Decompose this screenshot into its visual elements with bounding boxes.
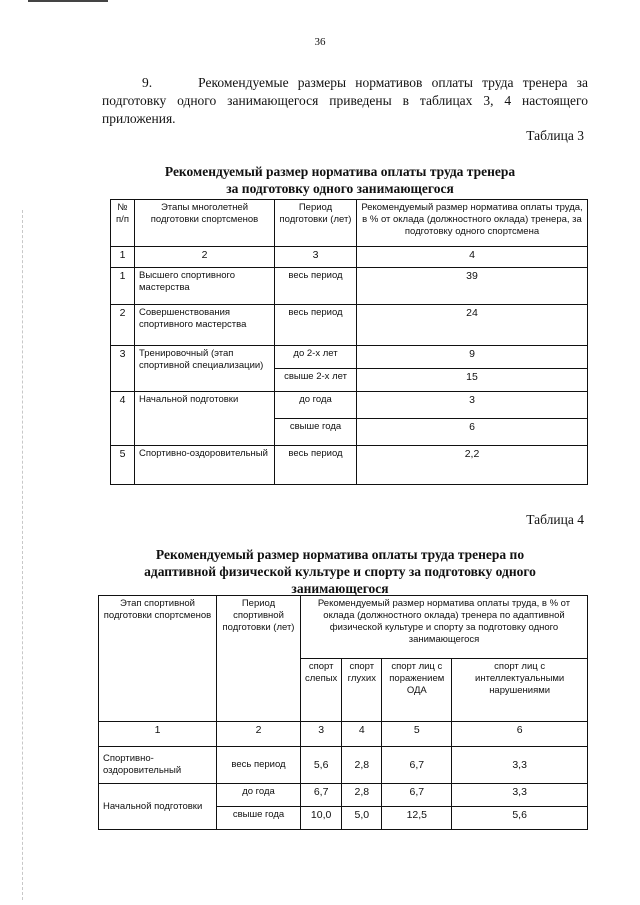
table-row: [111, 446, 588, 485]
table-row: [111, 268, 588, 305]
header-oda-sport: спорт лиц с поражением ОДА: [382, 659, 452, 722]
colnum: 4: [342, 722, 382, 747]
row-num: 3: [111, 346, 135, 392]
row-rate: 39: [357, 268, 588, 305]
row-period: до года: [275, 392, 357, 419]
row-value: 3,3: [452, 747, 588, 784]
table4-label: Таблица 4: [526, 512, 584, 527]
paragraph-9: [102, 74, 588, 128]
header-intellectual-sport: спорт лиц с интеллектуальными нарушениями: [452, 659, 588, 722]
paragraph-number: 9.: [142, 75, 153, 90]
header-deaf-sport: спорт глухих: [342, 659, 382, 722]
row-period: весь период: [275, 446, 357, 485]
table4-title-line1: Рекомендуемый размер норматива оплаты труда тренера по: [155, 547, 525, 562]
table4-title: [80, 546, 600, 597]
row-value: 6,7: [301, 784, 342, 807]
colnum: 2: [217, 722, 301, 747]
row-period: весь период: [275, 305, 357, 346]
table-row: [111, 305, 588, 346]
header-stage: Этапы многолетней подготовки спортсменов: [135, 200, 275, 247]
header-period: Период подготовки (лет): [275, 200, 357, 247]
table3-title-line2: за подготовку одного занимающегося: [226, 181, 454, 196]
table3-header-row: [111, 200, 588, 247]
row-value: 6,7: [382, 747, 452, 784]
colnum: 6: [452, 722, 588, 747]
colnum: 3: [275, 247, 357, 268]
row-value: 12,5: [382, 807, 452, 830]
page-number: 36: [314, 36, 326, 48]
row-value: 6,7: [382, 784, 452, 807]
table-3: [110, 199, 588, 485]
table4-colnum-row: [99, 722, 588, 747]
binding-edge: [22, 210, 24, 900]
row-stage: Тренировочный (этап спортивной специализации): [135, 346, 275, 392]
row-rate: 9: [357, 346, 588, 369]
row-period: до года: [217, 784, 301, 807]
row-stage: Высшего спортивного мастерства: [135, 268, 275, 305]
row-period: весь период: [275, 268, 357, 305]
table-4: [98, 595, 588, 830]
row-num: 1: [111, 268, 135, 305]
top-edge-line: [28, 0, 108, 2]
row-value: 5,0: [342, 807, 382, 830]
row-num: 4: [111, 392, 135, 446]
row-period: свыше года: [217, 807, 301, 830]
colnum: 3: [301, 722, 342, 747]
table3-title: [80, 163, 600, 197]
row-value: 2,8: [342, 747, 382, 784]
header-blind-sport: спорт слепых: [301, 659, 342, 722]
row-stage: Начальной подготовки: [99, 784, 217, 830]
header-stage: Этап спортивной подготовки спортсменов: [99, 596, 217, 722]
row-value: 2,8: [342, 784, 382, 807]
colnum: 2: [135, 247, 275, 268]
row-stage: Спортивно-оздоровительный: [99, 747, 217, 784]
header-rate: Рекомендуемый размер норматива оплаты труда, в % от оклада (должностного оклада) тренера, за подготовку одного спортсмена: [357, 200, 588, 247]
table4-title-line2: адаптивной физической культуре и спорту за подготовку одного: [144, 564, 536, 579]
row-rate: 3: [357, 392, 588, 419]
row-rate: 6: [357, 419, 588, 446]
table-row: [99, 747, 588, 784]
row-period: весь период: [217, 747, 301, 784]
row-num: 2: [111, 305, 135, 346]
table-row: [99, 784, 588, 807]
colnum: 4: [357, 247, 588, 268]
table3-colnum-row: [111, 247, 588, 268]
table-row: [111, 392, 588, 419]
table4-header-row: [99, 596, 588, 659]
colnum: 1: [111, 247, 135, 268]
row-period: свыше года: [275, 419, 357, 446]
table3-label: Таблица 3: [526, 128, 584, 143]
row-period: до 2-х лет: [275, 346, 357, 369]
table4-title-line3: занимающегося: [291, 581, 389, 596]
row-value: 10,0: [301, 807, 342, 830]
table3-title-line1: Рекомендуемый размер норматива оплаты труда тренера: [164, 164, 516, 179]
colnum: 5: [382, 722, 452, 747]
row-period: свыше 2-х лет: [275, 369, 357, 392]
header-period: Период спортивной подготовки (лет): [217, 596, 301, 722]
row-rate: 2,2: [357, 446, 588, 485]
row-stage: Спортивно-оздоровительный: [135, 446, 275, 485]
row-stage: Совершенствования спортивного мастерства: [135, 305, 275, 346]
header-num: № п/п: [111, 200, 135, 247]
header-rate: Рекомендуемый размер норматива оплаты труда, в % от оклада (должностного оклада) тренера по адаптивной физической культуре и спорту за подготовку одного занимающегося: [301, 596, 588, 659]
row-value: 3,3: [452, 784, 588, 807]
colnum: 1: [99, 722, 217, 747]
paragraph-text: Рекомендуемые размеры нормативов оплаты труда тренера за подготовку одного занимающегося приведены в таблицах 3, 4 настоящего приложения.: [102, 75, 588, 126]
row-num: 5: [111, 446, 135, 485]
table-row: [111, 346, 588, 369]
row-stage: Начальной подготовки: [135, 392, 275, 446]
row-value: 5,6: [301, 747, 342, 784]
row-rate: 24: [357, 305, 588, 346]
row-rate: 15: [357, 369, 588, 392]
row-value: 5,6: [452, 807, 588, 830]
